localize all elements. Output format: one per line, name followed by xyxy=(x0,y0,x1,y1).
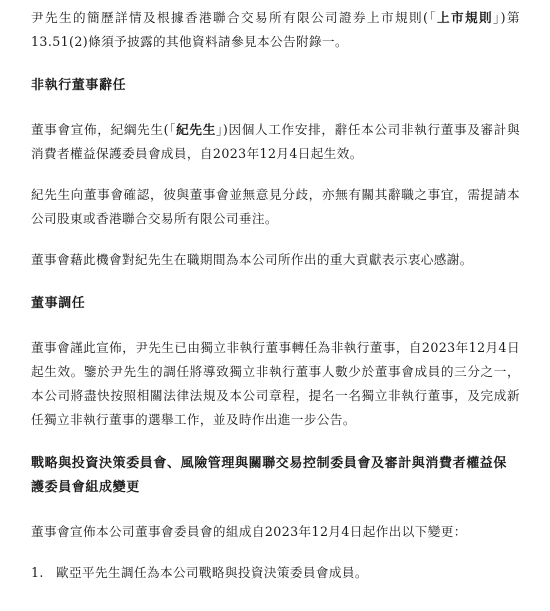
list-item-text: 歐亞平先生調任為本公司戰略與投資決策委員會成員。 xyxy=(56,565,368,580)
committee-changes-paragraph: 董事會宣佈本公司董事會委員會的組成自2023年12月4日起作出以下變更： xyxy=(31,524,467,539)
redesignation-paragraph: 董事會謹此宣佈，尹先生已由獨立非執行董事轉任為非執行董事，自2023年12月4日起生效。鑒於尹先生的調任將導致獨立非執行董事人數少於董事會成員的三分之一，本公司將盡快按照相關法律法規及本公司章程，提名一名獨立非執行董事，及完成新任獨立非執行董事的選舉工作，並及時作出進一步公告。 xyxy=(31,340,520,427)
section-heading-resignation: 非執行董事辭任 xyxy=(31,78,127,93)
intro-text-a: 尹先生的簡歷詳情及根據香港聯合交易所有限公司證券上市規則(「 xyxy=(31,10,437,25)
resignation-paragraph-3: 董事會藉此機會對紀先生在職期間為本公司所作出的重大貢獻表示衷心感謝。 xyxy=(31,252,473,267)
resignation-paragraph-2: 紀先生向董事會確認，彼與董事會並無意見分歧，亦無有關其辭職之事宜，需提請本公司股東或香港聯合交易所有限公司垂注。 xyxy=(31,187,520,226)
section-heading-redesignation: 董事調任 xyxy=(31,296,86,311)
resignation-text-a: 董事會宣佈，紀綱先生(「 xyxy=(31,122,177,137)
resignation-paragraph-1 xyxy=(31,118,520,166)
section-heading-committee-changes: 戰略與投資決策委員會、風險管理與關聯交易控制委員會及審計與消費者權益保護委員會組成變更 xyxy=(31,456,508,495)
list-item xyxy=(31,561,520,585)
announcement-page xyxy=(31,6,520,585)
mr-ji-term: 紀先生 xyxy=(176,122,216,137)
listing-rules-term: 上市規則 xyxy=(436,10,493,25)
intro-paragraph xyxy=(31,6,520,54)
intro-text-b: 」)第13.51(2)條須予披露的其他資料請參見本公告附錄一。 xyxy=(31,10,520,49)
list-item-number: 1. xyxy=(31,565,44,580)
resignation-text-b: 」)因個人工作安排，辭任本公司非執行董事及審計與消費者權益保護委員會成員，自2023年12月4日起生效。 xyxy=(31,122,521,161)
